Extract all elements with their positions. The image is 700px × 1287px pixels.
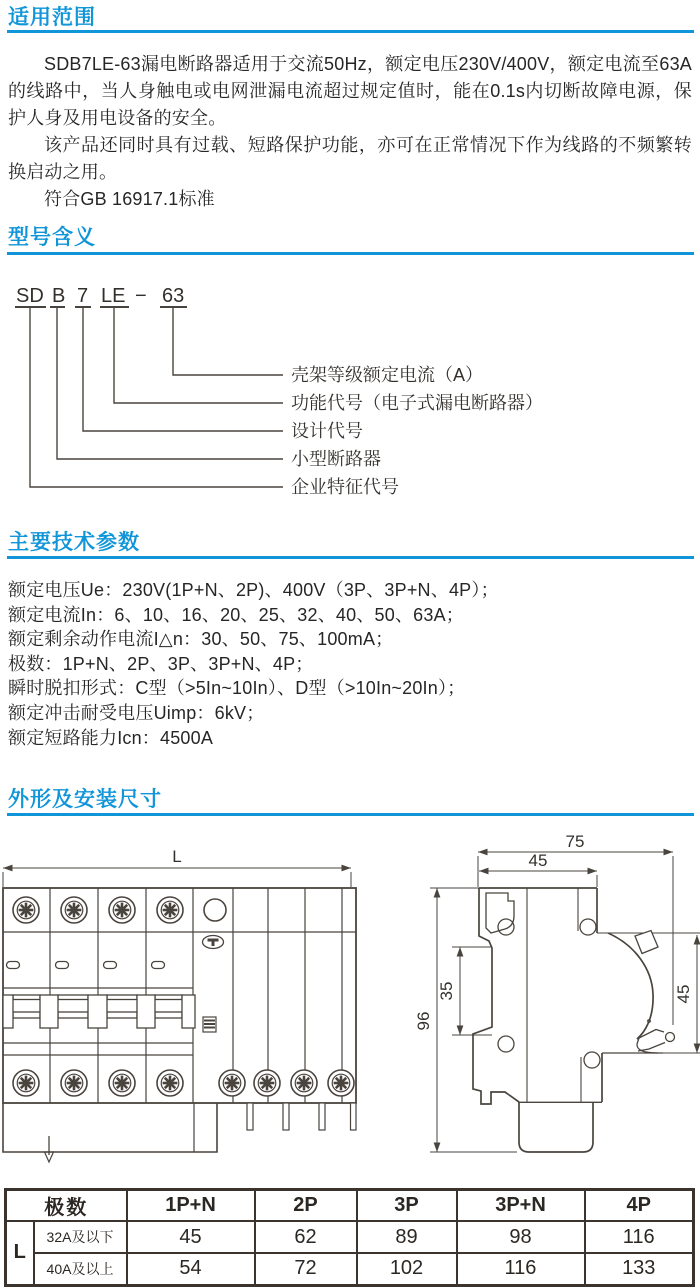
model-label-enterprise-code: 企业特征代号	[291, 477, 399, 497]
param-rated-current: 额定电流In：6、10、16、20、25、32、40、50、63A；	[8, 604, 464, 625]
code-part-le: LE	[101, 285, 126, 307]
arrowhead	[434, 888, 441, 898]
arrowhead	[342, 865, 352, 872]
section-title-scope: 适用范围	[8, 6, 96, 29]
arrowhead	[694, 1044, 700, 1054]
code-part-b: B	[52, 285, 66, 307]
test-button	[204, 899, 226, 921]
rating-label	[203, 1017, 216, 1032]
rivet	[580, 919, 596, 935]
arrowhead	[3, 865, 13, 872]
table-cell: 116	[585, 1221, 694, 1253]
side-right-45-label: 45	[674, 984, 693, 1004]
table-cell: 89	[357, 1221, 457, 1253]
model-label-frame-current: 壳架等级额定电流（A）	[291, 365, 484, 385]
side-height-96-dimension	[430, 888, 517, 1152]
side-depth-45-label: 45	[528, 851, 548, 870]
screw-terminal-icon	[157, 897, 183, 923]
table-rowhead-L: L	[6, 1221, 34, 1285]
table-cell: 62	[255, 1221, 357, 1253]
table-header-2p: 2P	[255, 1190, 357, 1222]
scope-paragraphs	[8, 51, 692, 213]
rivet	[498, 1036, 514, 1052]
code-part-sd: SD	[16, 285, 44, 307]
arrowhead	[434, 1143, 441, 1153]
section-rule	[7, 556, 694, 559]
toggle-lever	[635, 931, 658, 954]
side-height-96-label: 96	[414, 1011, 433, 1031]
param-breaking-capacity: 额定短路能力Icn：4500A	[8, 727, 214, 748]
side-body-profile	[473, 888, 700, 1152]
table-cell: 102	[357, 1253, 457, 1285]
param-trip-type: 瞬时脱扣形式：C型（>5In~10In）、D型（>10In~20In）；	[8, 678, 466, 699]
code-part-7: 7	[77, 285, 89, 307]
param-impulse-voltage: 额定冲击耐受电压Uimp：6kV；	[8, 702, 265, 723]
screw-terminal-icon	[157, 1070, 183, 1096]
model-label-function-code: 功能代号（电子式漏电断路器）	[291, 393, 543, 413]
arrowhead	[588, 868, 598, 875]
section-title-dimensions: 外形及安装尺寸	[8, 788, 162, 811]
param-residual-current: 额定剩余动作电流I△n：30、50、75、100mA；	[8, 629, 394, 650]
side-view	[414, 832, 700, 1152]
padlock-eye	[637, 1020, 675, 1051]
table-header-4p: 4P	[585, 1190, 694, 1222]
rail-release-arrow	[45, 1136, 54, 1162]
arrowhead	[664, 849, 674, 856]
table-row	[6, 1253, 694, 1285]
front-width-dimension	[3, 868, 351, 887]
arrowhead	[457, 1026, 464, 1036]
table-cell: 116	[457, 1253, 585, 1285]
table-header-3pn: 3P+N	[457, 1190, 585, 1222]
screw-terminal-icon	[291, 1070, 317, 1096]
terminal-pins	[247, 1103, 356, 1130]
model-label-mcb: 小型断路器	[291, 449, 381, 469]
table-cell: 133	[585, 1253, 694, 1285]
section-title-params: 主要技术参数	[8, 531, 140, 554]
code-part-63: 63	[162, 285, 185, 307]
indicator-windows	[7, 962, 165, 969]
table-sublabel-40a: 40A及以上	[34, 1253, 127, 1285]
screw-terminal-icon	[61, 897, 87, 923]
params-list	[8, 578, 696, 750]
toggle-handles	[3, 995, 195, 1028]
brand-mark	[203, 936, 224, 949]
side-depth-45-dimension	[479, 871, 597, 887]
table-cell: 98	[457, 1221, 585, 1253]
screw-terminal-icon	[328, 1070, 354, 1096]
rail-35-dimension	[452, 947, 492, 1035]
table-header-1pn: 1P+N	[127, 1190, 255, 1222]
dimension-table	[4, 1188, 695, 1287]
arrowhead	[478, 849, 488, 856]
screw-terminal-icon	[109, 1070, 135, 1096]
screw-terminal-icon	[13, 1070, 39, 1096]
rivet	[584, 1052, 600, 1068]
screw-terminal-icon	[61, 1070, 87, 1096]
param-poles: 极数：1P+N、2P、3P、3P+N、4P；	[8, 653, 314, 674]
model-label-design-code: 设计代号	[291, 421, 363, 441]
model-labels	[291, 365, 543, 497]
rail-35-label: 35	[437, 981, 456, 1001]
section-rule	[7, 252, 694, 255]
arrowhead	[479, 868, 489, 875]
table-cell: 45	[127, 1221, 255, 1253]
dimension-drawings	[0, 825, 700, 1190]
code-part-dash: −	[135, 285, 147, 307]
table-header-3p: 3P	[357, 1190, 457, 1222]
section-rule	[7, 813, 694, 816]
table-cell: 54	[127, 1253, 255, 1285]
front-lower-block	[3, 1103, 356, 1152]
scope-paragraph-3: 符合GB 16917.1标准	[44, 189, 215, 209]
section-rule	[7, 30, 694, 33]
scope-paragraph-1: SDB7LE-63漏电断路器适用于交流50Hz，额定电压230V/400V，额定电流至63A的线路中，当人身触电或电网泄漏电流超过规定值时，能在0.1s内切断故障电源，保护人身及用电设备的安全。	[8, 54, 692, 128]
table-header-poles: 极数	[6, 1190, 127, 1222]
rivet	[498, 919, 514, 935]
table-sublabel-32a: 32A及以下	[34, 1221, 127, 1253]
front-width-label: L	[172, 847, 182, 866]
arrowhead	[694, 935, 700, 945]
model-code-diagram	[0, 268, 700, 508]
table-cell: 72	[255, 1253, 357, 1285]
arrowhead	[457, 947, 464, 957]
side-depth-75-label: 75	[565, 832, 585, 851]
din-claw	[486, 893, 514, 933]
screw-terminal-icon	[219, 1070, 245, 1096]
table-header-row	[6, 1190, 694, 1222]
scope-paragraph-2: 该产品还同时具有过载、短路保护功能，亦可在正常情况下作为线路的不频繁转换启动之用。	[8, 135, 692, 182]
table-row	[6, 1221, 694, 1253]
model-code	[16, 285, 184, 307]
screw-terminal-icon	[13, 897, 39, 923]
param-rated-voltage: 额定电压Ue：230V(1P+N、2P)、400V（3P、3P+N、4P）；	[8, 580, 499, 600]
model-connector-lines	[30, 307, 283, 487]
screw-terminal-icon	[254, 1070, 280, 1096]
section-title-model: 型号含义	[8, 226, 96, 249]
screw-terminal-icon	[109, 897, 135, 923]
front-view	[3, 847, 356, 1162]
